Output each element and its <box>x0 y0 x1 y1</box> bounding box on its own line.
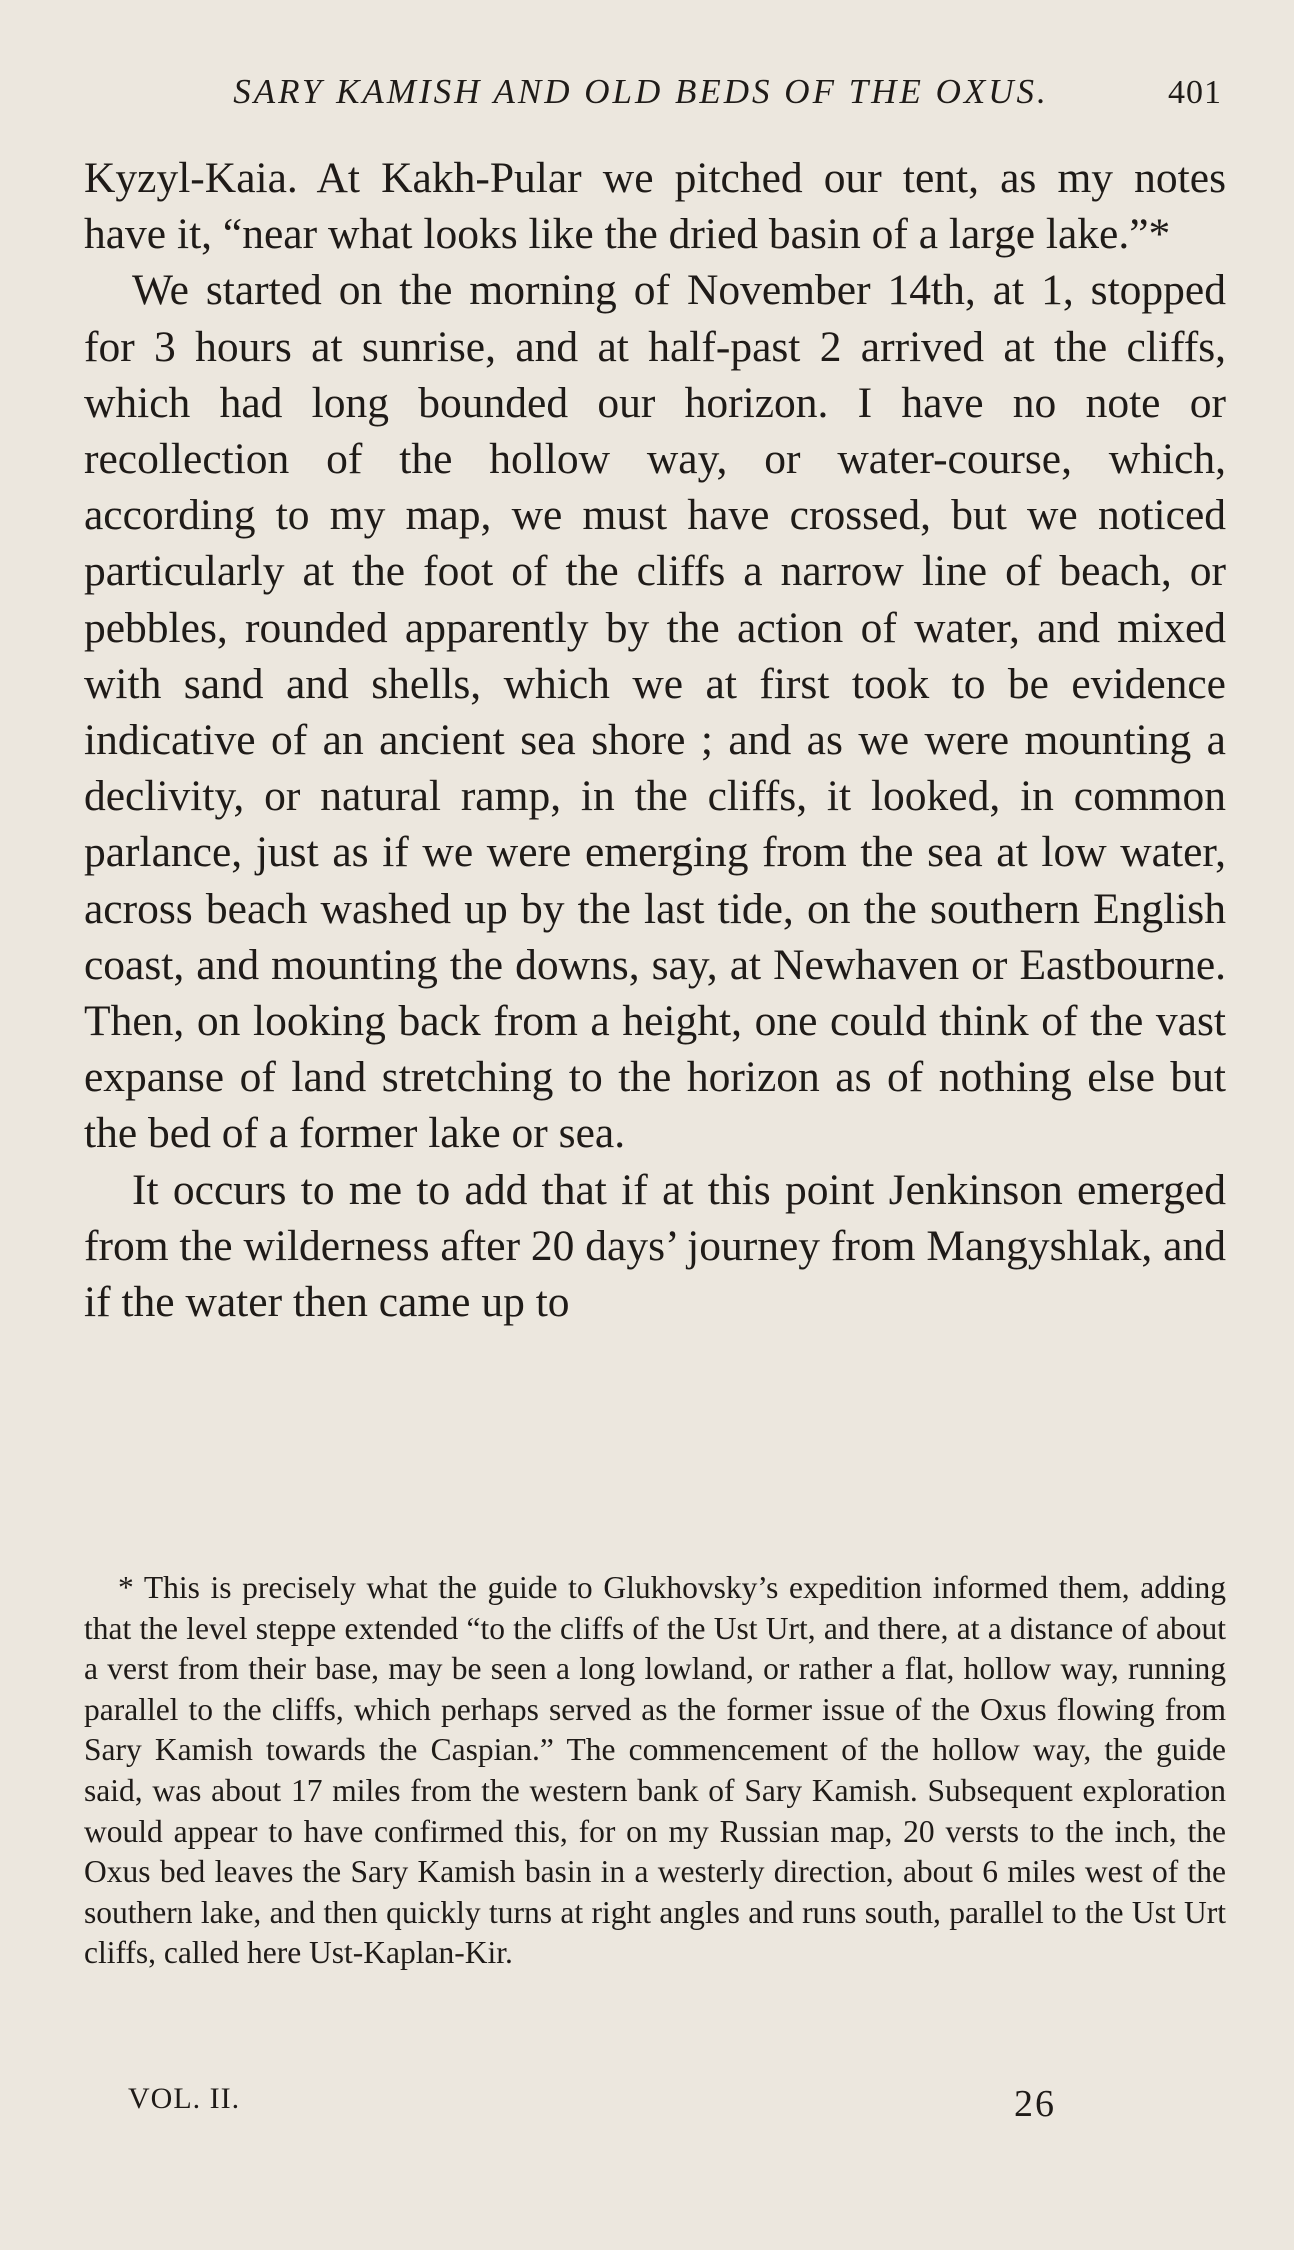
footnote-text: * This is precisely what the guide to Glukhovsky’s expedition informed them, adding that the level steppe extended “to the cliffs of the Ust Urt, and there, at a distance of about a verst from their base, may be seen a long lowland, or rather a flat, hollow way, running parallel to the cliffs, which perhaps served as the former issue of the Oxus flowing from Sary Kamish towards the Caspian.” The commencement of the hollow way, the guide said, was about 17 miles from the western bank of Sary Kamish. Subsequent exploration would appear to have confirmed this, for on my Russian map, 20 versts to the inch, the Oxus bed leaves the Sary Kamish basin in a westerly direction, about 6 miles west of the southern lake, and then quickly turns at right angles and runs south, parallel to the Ust Urt cliffs, called here Ust-Kaplan-Kir. <box>84 1570 1226 1971</box>
signature-number: 26 <box>1014 2083 1056 2125</box>
page-header <box>160 72 1222 122</box>
paragraph-3: It occurs to me to add that if at this point Jenkinson emerged from the wilderness after 20 days’ journey from Mangyshlak, and if the water then came up to <box>84 1165 1226 1327</box>
running-head: SARY KAMISH AND OLD BEDS OF THE OXUS. <box>233 72 1049 111</box>
paragraph-2: We started on the morning of November 14th, at 1, stopped for 3 hours at sunrise, and at half-past 2 arrived at the cliffs, which had long bounded our horizon. I have no note or recollection of the hollow way, or water-course, which, according to my map, we must have crossed, but we noticed particularly at the foot of the cliffs a narrow line of beach, or pebbles, rounded apparently by the action of water, and mixed with sand and shells, which we at first took to be evidence indicative of an ancient sea shore ; and as we were mounting a declivity, or natural ramp, in the cliffs, it looked, in common parlance, just as if we were emerging from the sea at low water, across beach washed up by the last tide, on the southern English coast, and mounting the downs, say, at Newhaven or Eastbourne. Then, on looking back from a height, one could think of the vast expanse of land stretching to the horizon as of nothing else but the bed of a former lake or sea. <box>84 266 1226 1158</box>
main-text <box>84 150 1226 1330</box>
footnote <box>84 1568 1226 1974</box>
paragraph-1: Kyzyl-Kaia. At Kakh-Pular we pitched our tent, as my notes have it, “near what looks like the dried basin of a large lake.”* <box>84 154 1226 259</box>
volume-signature: VOL. II. <box>128 2082 241 2115</box>
page-number: 401 <box>1168 74 1222 111</box>
